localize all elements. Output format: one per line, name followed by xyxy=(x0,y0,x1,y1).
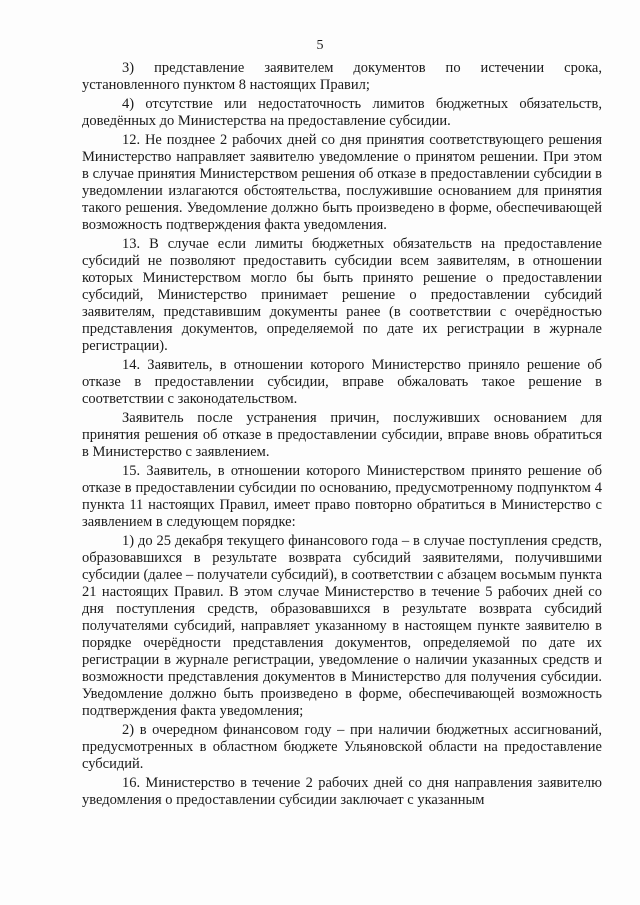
paragraph-clause-14: 14. Заявитель, в отношении которого Министерство приняло решение об отказе в предоставлении субсидии, вправе обжаловать такое решение в соответствии с законодательством. xyxy=(82,357,602,407)
paragraph-clause-16: 16. Министерство в течение 2 рабочих дней со дня направления заявителю уведомления о предоставлении субсидии заключает с указанным xyxy=(82,775,602,808)
paragraph-item-4: 4) отсутствие или недостаточность лимитов бюджетных обязательств, доведённых до Министерства на предоставление субсидии. xyxy=(82,96,602,129)
paragraph-clause-15-item-1: 1) до 25 декабря текущего финансового года – в случае поступления средств, образовавшихся в результате возврата субсидий заявителями, получившими субсидии (далее – получатели субсидий), в соответствии с абзацем восьмым пункта 21 настоящих Правил. В этом случае Министерство в течение 5 рабочих дней со дня поступления средств, образовавшихся в результате возврата субсидий получателями субсидий, направляет указанному в настоящем пункте заявителю в порядке очерёдности представления документов, определяемой по дате их регистрации в журнале регистрации, уведомление о наличии указанных средств и возможности представления документов в Министерство для получения субсидии. Уведомление должно быть произведено в форме, обеспечивающей возможность подтверждения факта уведомления; xyxy=(82,533,602,719)
paragraph-clause-13: 13. В случае если лимиты бюджетных обязательств на предоставление субсидий не позволяют предоставить субсидии всем заявителям, в отношении которых Министерством могло бы быть принято решение о предоставлении субсидий, Министерство принимает решение о предоставлении субсидий заявителям, представившим документы ранее (в соответствии с очерёдностью представления документов, определяемой по дате их регистрации в журнале регистрации). xyxy=(82,236,602,354)
document-body xyxy=(82,60,602,811)
paragraph-clause-12: 12. Не позднее 2 рабочих дней со дня принятия соответствующего решения Министерство направляет заявителю уведомление о принятом решении. При этом в случае принятия Министерством решения об отказе в предоставлении субсидии в уведомлении излагаются обстоятельства, послужившие основанием для принятия такого решения. Уведомление должно быть произведено в форме, обеспечивающей возможность подтверждения факта уведомления. xyxy=(82,132,602,233)
paragraph-clause-15: 15. Заявитель, в отношении которого Министерством принято решение об отказе в предоставлении субсидии по основанию, предусмотренному подпунктом 4 пункта 11 настоящих Правил, имеет право повторно обратиться в Министерство с заявлением в следующем порядке: xyxy=(82,463,602,530)
page-number: 5 xyxy=(316,38,324,53)
paragraph-clause-15-item-2: 2) в очередном финансовом году – при наличии бюджетных ассигнований, предусмотренных в областном бюджете Ульяновской области на предоставление субсидий. xyxy=(82,722,602,772)
paragraph-clause-14-continued: Заявитель после устранения причин, послуживших основанием для принятия решения об отказе в предоставлении субсидии, вправе вновь обратиться в Министерство с заявлением. xyxy=(82,410,602,460)
paragraph-item-3: 3) представление заявителем документов по истечении срока, установленного пунктом 8 настоящих Правил; xyxy=(82,60,602,93)
